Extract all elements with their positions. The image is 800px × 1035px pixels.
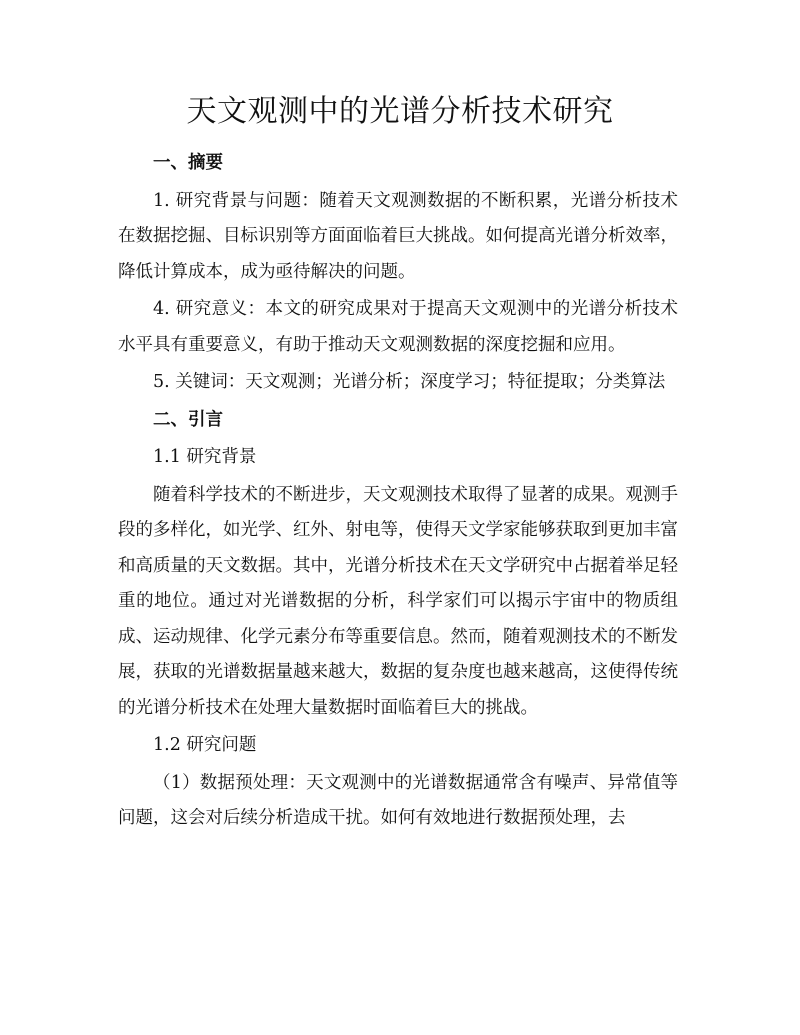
document-body: [118, 146, 678, 839]
abstract-paragraph-keywords: 5. 关键词：天文观测；光谱分析；深度学习；特征提取；分类算法: [153, 372, 666, 392]
abstract-heading: 一、摘要: [153, 153, 223, 173]
research-background-paragraph: 随着科学技术的不断进步，天文观测技术取得了显著的成果。观测手段的多样化，如光学、红外、射电等，使得天文学家能够获取到更加丰富和高质量的天文数据。其中，光谱分析技术在天文学研究中占据着举足轻重的地位。通过对光谱数据的分析，科学家们可以揭示宇宙中的物质组成、运动规律、化学元素分布等重要信息。然而，随着观测技术的不断发展，获取的光谱数据量越来越大，数据的复杂度也越来越高，这使得传统的光谱分析技术在处理大量数据时面临着巨大的挑战。: [118, 484, 678, 718]
abstract-paragraph-significance: 4. 研究意义：本文的研究成果对于提高天文观测中的光谱分析技术水平具有重要意义，有助于推动天文观测数据的深度挖掘和应用。: [118, 299, 678, 355]
research-background-subheading: 1.1 研究背景: [153, 447, 257, 467]
introduction-heading: 二、引言: [153, 409, 223, 430]
research-questions-subheading: 1.2 研究问题: [153, 735, 257, 755]
research-questions-paragraph: （1）数据预处理：天文观测中的光谱数据通常含有噪声、异常值等问题，这会对后续分析造成干扰。如何有效地进行数据预处理，去: [118, 772, 678, 828]
document-title: 天文观测中的光谱分析技术研究: [186, 94, 614, 129]
abstract-paragraph-background: 1. 研究背景与问题：随着天文观测数据的不断积累，光谱分析技术在数据挖掘、目标识别等方面面临着巨大挑战。如何提高光谱分析效率，降低计算成本，成为亟待解决的问题。: [118, 190, 678, 282]
